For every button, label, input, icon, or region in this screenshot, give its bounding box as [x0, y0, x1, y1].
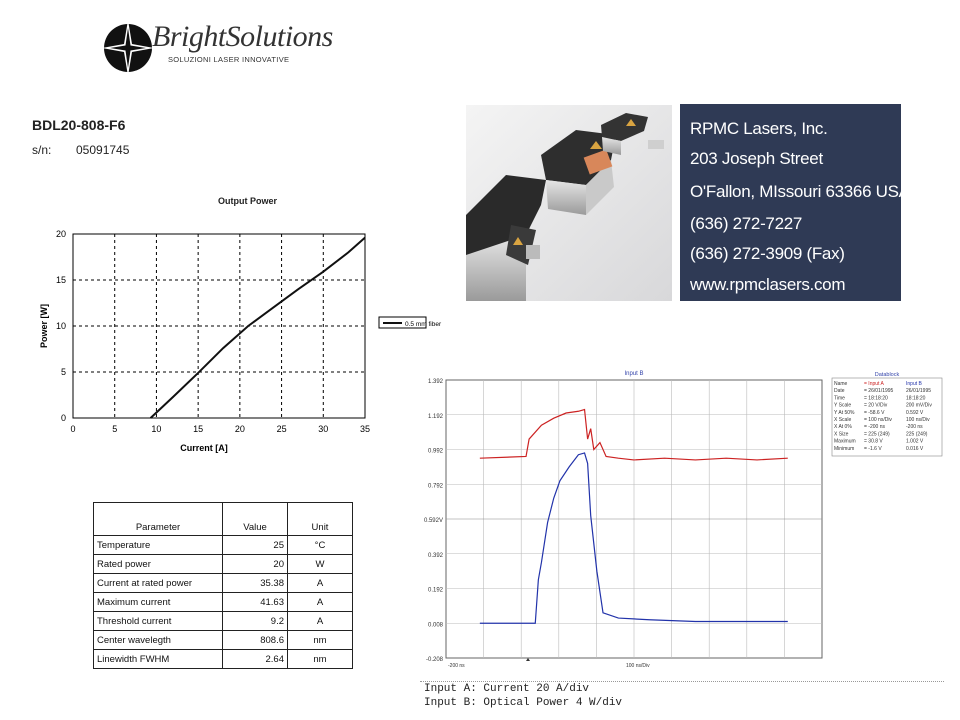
caption-divider — [420, 681, 944, 682]
table-row — [94, 612, 353, 631]
datablock-value-a: = 100 ns/Div — [864, 417, 892, 423]
street-address: 203 Joseph Street — [690, 149, 823, 168]
logo-star-icon — [96, 14, 156, 82]
scope-caption-b: Input B: Optical Power 4 W/div — [424, 697, 623, 709]
x-axis-label: Current [A] — [180, 443, 228, 453]
datablock-value-b: 200 mV/Div — [906, 402, 932, 409]
value-cell: 2.64 — [223, 650, 288, 669]
table-row — [94, 536, 353, 555]
logo-tagline: SOLUZIONI LASER INNOVATIVE — [168, 55, 290, 64]
scope-y-tick-label: -0.208 — [425, 657, 443, 663]
product-model: BDL20-808-F6 — [32, 117, 126, 133]
unit-cell: nm — [288, 631, 353, 650]
table-row — [94, 631, 353, 650]
scope-title: Input B — [624, 371, 644, 377]
value-cell: 25 — [223, 536, 288, 555]
datablock-row-label: Name — [834, 381, 848, 387]
datablock-row-label: X Scale — [834, 417, 852, 423]
datablock-title: Datablock — [874, 372, 900, 378]
datablock-value-a: = 26/01/1995 — [864, 388, 894, 395]
x-tick-label: 15 — [193, 424, 204, 434]
value-cell: 9.2 — [223, 612, 288, 631]
website-link[interactable]: www.rpmclasers.com — [690, 275, 846, 294]
scope-y-tick-label: 0.792 — [427, 483, 443, 490]
datablock-row-label: Y Scale — [834, 402, 852, 409]
parameter-cell: Linewidth FWHM — [94, 650, 223, 669]
output-power-title: Output Power — [218, 196, 277, 206]
datablock-value-a: = -1.6 V — [864, 445, 882, 452]
parameter-cell: Temperature — [94, 536, 223, 555]
column-header-parameter: Parameter — [94, 503, 223, 536]
x-tick-label: 35 — [359, 424, 371, 434]
logo-wordmark: BrightSolutions — [152, 20, 333, 53]
x-tick-label: 5 — [112, 424, 118, 434]
x-tick-label: 0 — [70, 424, 76, 434]
serial-label: s/n: — [32, 143, 52, 157]
column-header-value: Value — [223, 503, 288, 536]
parameter-cell: Maximum current — [94, 593, 223, 612]
datablock-value-a: = 30.8 V — [864, 438, 883, 445]
value-cell: 20 — [223, 555, 288, 574]
datablock-value-b: 18:18:20 — [906, 395, 926, 402]
x-tick-label: 30 — [318, 424, 329, 434]
scope-y-tick-label: 0.192 — [427, 587, 443, 594]
y-tick-label: 10 — [55, 321, 66, 331]
scope-y-tick-label: 0.992 — [427, 448, 443, 455]
oscilloscope-chart — [420, 366, 950, 671]
datablock-value-a: = 18:18:20 — [864, 395, 888, 402]
unit-cell: W — [288, 555, 353, 574]
datablock-value-a: = -200 ns — [864, 424, 885, 431]
serial-number: 05091745 — [76, 143, 130, 157]
column-header-unit: Unit — [288, 503, 353, 536]
y-tick-label: 5 — [60, 367, 66, 377]
fax-number: (636) 272-3909 (Fax) — [690, 244, 845, 263]
datablock-row-label: Date — [834, 388, 845, 395]
table-row — [94, 593, 353, 612]
scope-y-tick-label: 1.392 — [427, 379, 443, 385]
datablock-value-b: 26/01/1995 — [906, 388, 932, 395]
scope-y-tick-label: 1.192 — [427, 413, 443, 420]
datablock-row-label: X At 0% — [834, 424, 852, 431]
parameter-cell: Threshold current — [94, 612, 223, 631]
parameter-cell: Center wavelegth — [94, 631, 223, 650]
y-tick-label: 20 — [55, 229, 66, 239]
datablock-value-a: = -58.6 V — [864, 409, 885, 416]
parameter-cell: Rated power — [94, 555, 223, 574]
datablock-row-label: Time — [834, 395, 845, 402]
datablock-row-label: X Size — [834, 431, 849, 438]
city-address: O'Fallon, MIssouri 63366 USA — [690, 182, 910, 201]
datablock-value-b: 225 (249) — [906, 431, 928, 438]
scope-y-tick-label: 0.392 — [427, 552, 443, 559]
unit-cell: A — [288, 612, 353, 631]
value-cell: 35.38 — [223, 574, 288, 593]
table-row — [94, 574, 353, 593]
unit-cell: A — [288, 574, 353, 593]
datablock-value-b: 1.002 V — [906, 438, 924, 445]
company-name: RPMC Lasers, Inc. — [690, 119, 828, 138]
y-axis-label: Power [W] — [39, 304, 49, 348]
scope-x-tick-label: 100 ns/Div — [626, 663, 650, 669]
datablock-value-a: = Input A — [864, 381, 884, 387]
y-tick-label: 15 — [55, 275, 66, 285]
datablock-value-b: 100 ns/Div — [906, 417, 930, 423]
phone-number: (636) 272-7227 — [690, 214, 803, 233]
x-tick-label: 20 — [234, 424, 245, 434]
unit-cell: A — [288, 593, 353, 612]
unit-cell: nm — [288, 650, 353, 669]
product-photo — [466, 105, 672, 301]
datablock-value-b: -200 ns — [906, 424, 923, 431]
y-tick-label: 0 — [60, 413, 66, 423]
datablock-value-b: 0.592 V — [906, 409, 924, 416]
parameter-table — [93, 502, 353, 669]
contact-card — [680, 104, 910, 301]
scope-y-tick-label: 0.592V — [423, 518, 443, 524]
datablock-value-a: = 20 V/Div — [864, 402, 888, 409]
unit-cell: °C — [288, 536, 353, 555]
parameter-cell: Current at rated power — [94, 574, 223, 593]
table-row — [94, 650, 353, 669]
legend-label: 0.5 mm fiber — [405, 321, 442, 328]
table-row — [94, 555, 353, 574]
value-cell: 808.6 — [223, 631, 288, 650]
datablock-row-label: Maximum — [834, 438, 856, 445]
datablock-row-label: Y At 50% — [834, 409, 855, 416]
scope-caption-a: Input A: Current 20 A/div — [424, 683, 590, 695]
x-tick-label: 25 — [276, 424, 287, 434]
scope-y-tick-label: 0.008 — [427, 622, 443, 629]
value-cell: 41.63 — [223, 593, 288, 612]
datablock-row-label: Minimum — [834, 445, 855, 452]
datablock-value-a: = 225 (249) — [864, 431, 890, 438]
datablock-value-b: Input B — [906, 381, 922, 387]
x-tick-label: 10 — [151, 424, 162, 434]
datablock-value-b: 0.016 V — [906, 445, 924, 452]
scope-x-tick-label: -200 ns — [448, 663, 465, 669]
